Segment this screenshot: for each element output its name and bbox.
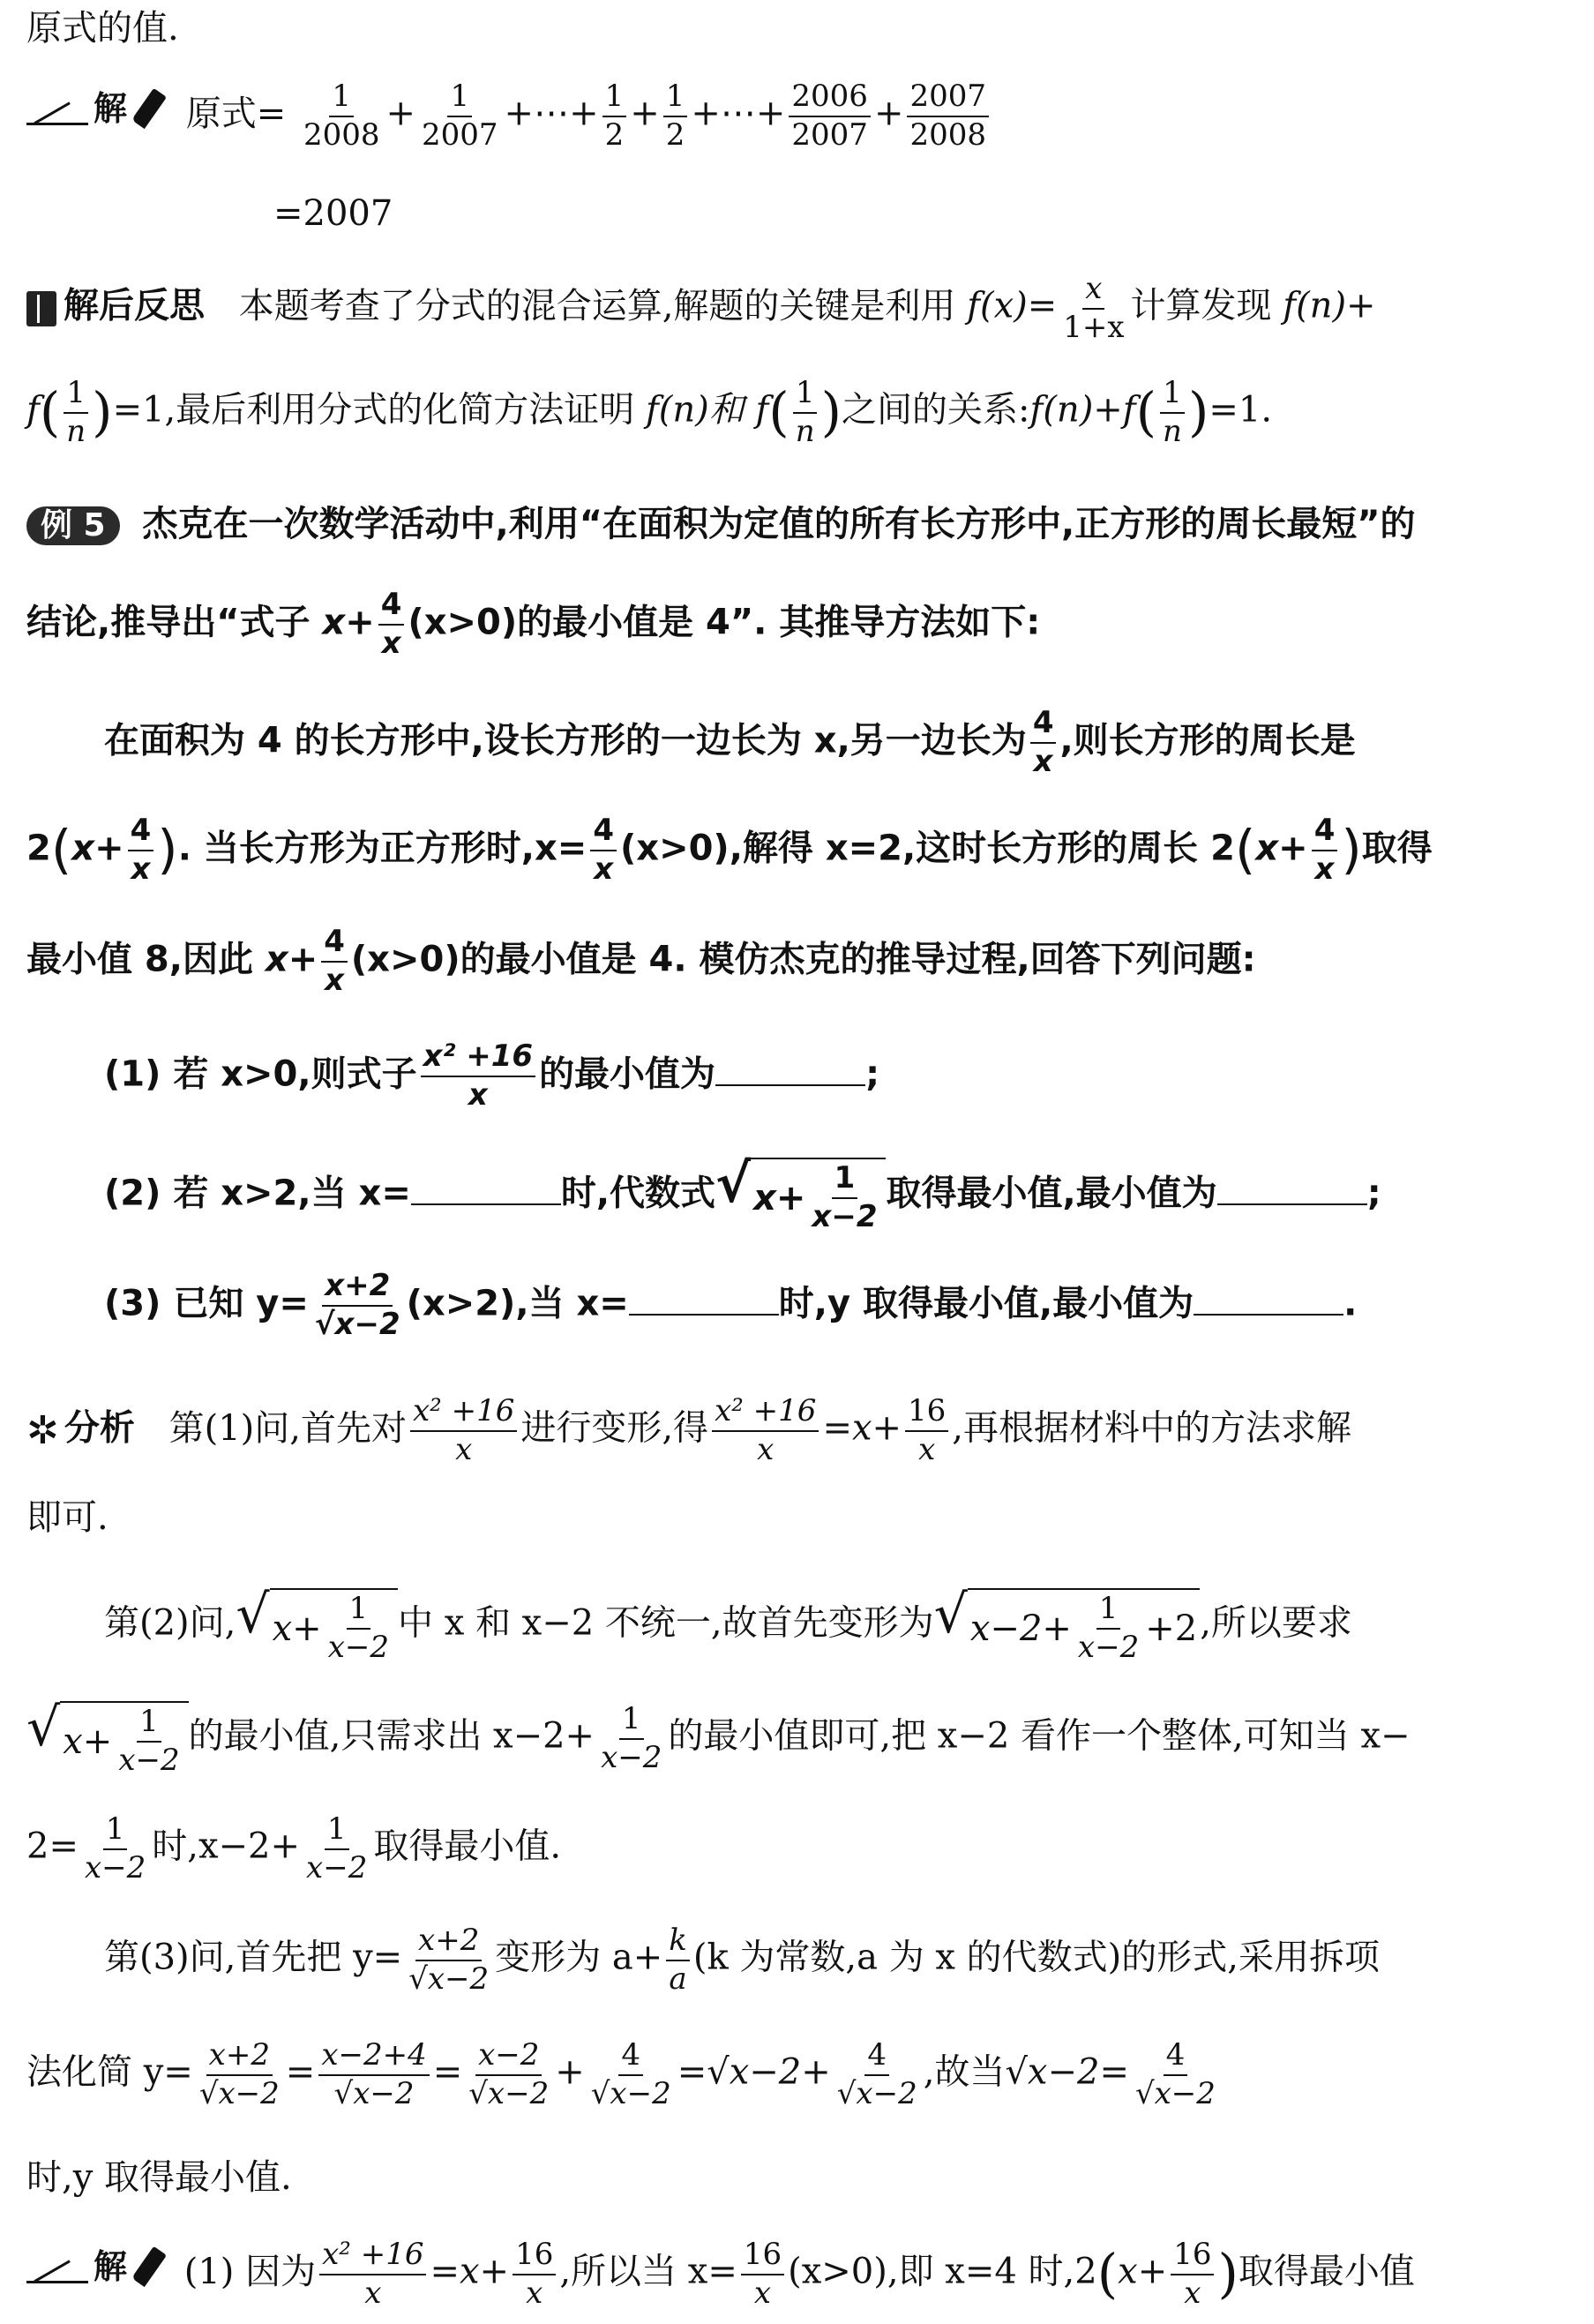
answer-blank[interactable] — [411, 1177, 561, 1205]
fraction: $\frac{1}{2007}$ — [422, 79, 498, 153]
example-line-2: 结论,推导出“式子 x+ $\frac{4}{x}$ (x>0)的最小值是 4”. 其推导方法如下: — [26, 587, 1041, 661]
fraction: $\frac{4}{x}$ — [590, 815, 617, 885]
answer-blank[interactable] — [1194, 1287, 1343, 1316]
solution-1-result: =2007 — [273, 193, 393, 234]
solution-slash-icon — [26, 93, 88, 125]
fraction: $\frac{1}{x-2}$ — [601, 1701, 662, 1775]
fraction: $\frac{\text{x² +16}}{x}$ — [410, 1396, 517, 1466]
analysis-line-7: 法化简 y= $\frac{x+2}{√x-2}$ = $\frac{x-2+4}{√x-2}$ = $\frac{x-2}{√x-2}$ + $\frac{4}{√x-2}$ =√x−2+ $\frac{4}{√x-2}$ ,故当√x−2= $\frac{4}{√x-2}$ — [26, 2040, 1222, 2110]
top-line: 原式的值. — [26, 8, 179, 49]
answer-blank[interactable] — [629, 1287, 779, 1316]
fraction: $\frac{x-2}{√x-2}$ — [468, 2037, 550, 2111]
sqrt-expression: √ x+ $\frac{1}{x-2}$ — [715, 1158, 886, 1233]
fraction: $\frac{k}{a}$ — [666, 1925, 690, 1995]
question-3: (3) 已知 y= $\frac{x+2}{√x-2}$ (x>2),当 x= 时,y 取得最小值,最小值为 . — [104, 1268, 1358, 1342]
solution-1: 解 原式= $\frac{1}{2008}$ + $\frac{1}{2007}$ +⋯+ $\frac{1}{2}$ + $\frac{1}{2}$ +⋯+ $\frac{2006}{2007}$ + $\frac{2007}{2008}$ — [26, 81, 992, 151]
fraction: $\frac{16}{x}$ — [905, 1396, 948, 1466]
fraction: $\frac{4}{x}$ — [1030, 708, 1057, 777]
reflection-label: 解后反思 — [64, 285, 205, 326]
pen-icon — [131, 2246, 167, 2287]
sqrt-expression: √ x+ $\frac{1}{x-2}$ — [236, 1588, 398, 1663]
fraction: $\frac{x+2}{√x-2}$ — [198, 2037, 280, 2111]
analysis-label: 分析 — [64, 1407, 135, 1449]
fraction: $\frac{2006}{2007}$ — [789, 81, 871, 151]
solution-mark: 解 — [26, 89, 157, 128]
solution-1-prefix: 原式= — [185, 93, 287, 134]
fraction: $\frac{\text{x² +16}}{x}$ — [319, 2239, 426, 2309]
fraction: $\frac{x-2+4}{√x-2}$ — [318, 2040, 429, 2110]
answer-blank[interactable] — [1217, 1177, 1367, 1205]
example-para-2: 2(x+ $\frac{4}{x}$ ). 当长方形为正方形时,x= $\frac{4}{x}$ (x>0),解得 x=2,这时长方形的周长 2(x+ $\frac{4}{x}$ )取得 — [26, 813, 1433, 887]
fraction: $\frac{4}{√x-2}$ — [836, 2037, 917, 2111]
fraction: $\frac{1}{x-2}$ — [1077, 1591, 1140, 1665]
fraction: $\frac{1}{2008}$ — [303, 79, 380, 153]
sqrt-expression: √ x+ $\frac{1}{x-2}$ — [26, 1701, 189, 1776]
solution-slash-icon — [26, 2251, 88, 2283]
analysis-line-3: 第(2)问, √ x+ $\frac{1}{x-2}$ 中 x 和 x−2 不统一,故首先变形为 √ x−2+ $\frac{1}{x-2}$ +2 ,所以要求 — [104, 1584, 1352, 1665]
question-2: (2) 若 x>2,当 x= 时,代数式 √ x+ $\frac{1}{x-2}$ 取得最小值,最小值为 ; — [104, 1153, 1381, 1234]
fraction: $\frac{1}{x-2}$ — [327, 1591, 389, 1665]
example-para-1: 在面积为 4 的长方形中,设长方形的一边长为 x,另一边长为 $\frac{4}{x}$ ,则长方形的周长是 — [104, 705, 1356, 779]
fraction: $\frac{\text{x² +16}}{x}$ — [712, 1396, 819, 1466]
fraction: $\frac{1}{x-2}$ — [118, 1704, 180, 1778]
answer-blank[interactable] — [715, 1058, 865, 1086]
fraction: $\frac{4}{x}$ — [321, 926, 348, 996]
fraction: $\frac{4}{x}$ — [378, 589, 405, 659]
reflection-line-2: f( $\frac{1}{n}$ )=1,最后利用分式的化简方法证明 f(n)和 f( $\frac{1}{n}$ )之间的关系:f(n)+f( $\frac{1}{n}$ )=1. — [26, 375, 1273, 449]
fraction: $\frac{4}{x}$ — [128, 815, 154, 885]
fraction: $\frac{4}{√x-2}$ — [590, 2037, 671, 2111]
book-icon — [26, 291, 56, 326]
solution-mark: 解 — [26, 2247, 157, 2286]
fraction: $\frac{1}{2}$ — [663, 81, 688, 151]
analysis-line-4: √ x+ $\frac{1}{x-2}$ 的最小值,只需求出 x−2+ $\frac{1}{x-2}$ 的最小值即可,把 x−2 看作一个整体,可知当 x− — [26, 1697, 1411, 1778]
question-1: (1) 若 x>0,则式子 $\frac{\text{x² +16}}{x}$ 的最小值为 ; — [104, 1038, 880, 1113]
reflection-line-1: 解后反思 本题考查了分式的混合运算,解题的关键是利用 f(x)= $\frac{x}{1+x}$ 计算发现 f(n)+ — [26, 274, 1376, 343]
fraction: $\frac{2007}{2008}$ — [907, 81, 989, 151]
fraction: $\frac{1}{x-2}$ — [84, 1811, 146, 1885]
solution-2: 解 (1) 因为 $\frac{\text{x² +16}}{x}$ =x+ $\frac{16}{x}$ ,所以当 x= $\frac{16}{x}$ (x>0),即 x=4 时,2(x+ $\frac{16}{x}$ )取得最小值 — [26, 2239, 1415, 2309]
fraction: $\frac{x+2}{√x-2}$ — [314, 1268, 400, 1342]
fraction: $\frac{4}{√x-2}$ — [1134, 2037, 1216, 2111]
fraction: $\frac{x}{1+x}$ — [1063, 271, 1125, 345]
fraction: $\frac{16}{x}$ — [741, 2239, 784, 2309]
fraction: $\frac{4}{x}$ — [1312, 815, 1338, 885]
analysis-line-5: 2= $\frac{1}{x-2}$ 时,x−2+ $\frac{1}{x-2}$ 取得最小值. — [26, 1811, 562, 1885]
fraction: $\frac{1}{x-2}$ — [812, 1160, 878, 1234]
example-badge: 例 5 — [26, 506, 120, 545]
example-line-1: 例 5 杰克在一次数学活动中,利用“在面积为定值的所有长方形中,正方形的周长最短”的 — [26, 506, 1416, 545]
fraction: $\frac{1}{x-2}$ — [306, 1811, 368, 1885]
analysis-line-1: ✲ 分析 第(1)问,首先对 $\frac{\text{x² +16}}{x}$ 进行变形,得 $\frac{\text{x² +16}}{x}$ =x+ $\frac{16}{x}$ ,再根据材料中的方法求解 — [26, 1393, 1352, 1467]
fraction: $\frac{16}{x}$ — [513, 2239, 556, 2309]
analysis-line-2: 即可. — [26, 1497, 109, 1538]
fraction: $\frac{x+2}{√x-2}$ — [408, 1923, 490, 1997]
analysis-line-8: 时,y 取得最小值. — [26, 2157, 292, 2198]
fraction: $\frac{\text{x² +16}}{x}$ — [421, 1041, 535, 1111]
fraction: $\frac{1}{2}$ — [602, 81, 627, 151]
pen-icon — [131, 88, 167, 129]
sqrt-expression: √ x−2+ $\frac{1}{x-2}$ +2 — [934, 1588, 1201, 1663]
fraction: $\frac{1}{n}$ — [64, 378, 88, 447]
analysis-line-6: 第(3)问,首先把 y= $\frac{x+2}{√x-2}$ 变形为 a+ $\frac{k}{a}$ (k 为常数,a 为 x 的代数式)的形式,采用拆项 — [104, 1923, 1381, 1997]
fraction: $\frac{1}{n}$ — [793, 378, 818, 447]
fraction: $\frac{1}{n}$ — [1160, 378, 1185, 447]
gear-icon: ✲ — [26, 1407, 59, 1453]
fraction: $\frac{16}{x}$ — [1171, 2239, 1214, 2309]
example-para-3: 最小值 8,因此 x+ $\frac{4}{x}$ (x>0)的最小值是 4. 模仿杰克的推导过程,回答下列问题: — [26, 924, 1256, 998]
